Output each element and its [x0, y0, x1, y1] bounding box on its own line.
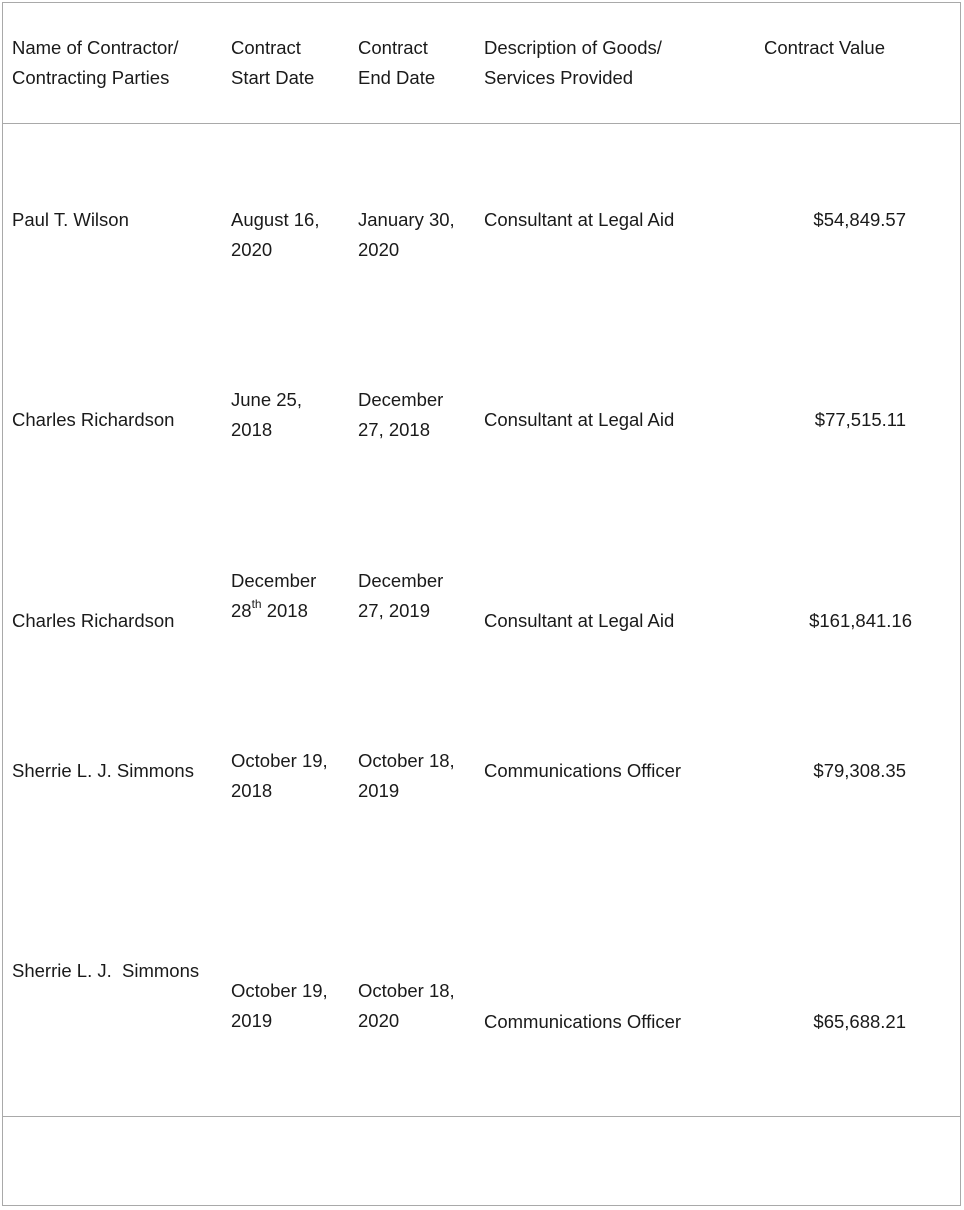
row3-end-date: [358, 566, 443, 626]
row5-contractor: Sherrie L. J. Simmons: [12, 960, 200, 981]
row3-contractor: Charles Richardson: [12, 610, 175, 631]
row2-start-line2: 2018: [231, 419, 273, 440]
row5-end-date: [358, 976, 455, 1036]
row1-start-date: [231, 205, 319, 265]
row3-value: $161,841.16: [809, 610, 912, 631]
row1-start-line2: 2020: [231, 239, 273, 260]
row3-start-year: 2018: [261, 600, 308, 621]
row1-end-line2: 2020: [358, 239, 400, 260]
header-start-date: [231, 33, 314, 93]
header-contractor-line1: Name of Contractor/: [12, 37, 179, 58]
row2-start-line1: June 25,: [231, 389, 302, 410]
row3-end-line1: December: [358, 570, 444, 591]
row5-description: Communications Officer: [484, 1011, 682, 1032]
row5-end-line1: October 18,: [358, 980, 455, 1001]
row2-end-date: [358, 385, 443, 445]
row3-start-ordinal: th: [251, 596, 262, 611]
row1-start-line1: August 16,: [231, 209, 320, 230]
row2-description: Consultant at Legal Aid: [484, 409, 675, 430]
header-contractor: [12, 33, 179, 93]
row4-value: $79,308.35: [813, 760, 906, 781]
row2-end-line1: December: [358, 389, 444, 410]
header-start-line2: Start Date: [231, 67, 315, 88]
row5-start-line1: October 19,: [231, 980, 328, 1001]
row4-start-line1: October 19,: [231, 750, 328, 771]
row1-description: Consultant at Legal Aid: [484, 209, 675, 230]
header-desc-line1: Description of Goods/: [484, 37, 662, 58]
row4-description: Communications Officer: [484, 760, 682, 781]
row2-end-line2: 27, 2018: [358, 419, 431, 440]
row4-start-line2: 2018: [231, 780, 273, 801]
row5-start-date: [231, 976, 328, 1036]
row3-start-line1: December: [231, 570, 317, 591]
row5-start-line2: 2019: [231, 1010, 273, 1031]
header-end-line1: Contract: [358, 37, 428, 58]
row1-value: $54,849.57: [813, 209, 906, 230]
row3-description: Consultant at Legal Aid: [484, 610, 675, 631]
row4-end-line1: October 18,: [358, 750, 455, 771]
row1-end-date: [358, 205, 455, 265]
row5-value: $65,688.21: [813, 1011, 906, 1032]
header-end-line2: End Date: [358, 67, 436, 88]
row2-value: $77,515.11: [814, 409, 906, 430]
header-contractor-line2: Contracting Parties: [12, 67, 170, 88]
row3-end-line2: 27, 2019: [358, 600, 431, 621]
row4-start-date: [231, 746, 328, 806]
footer-divider: [2, 1116, 961, 1117]
row2-start-date: [231, 385, 302, 445]
row5-end-line2: 2020: [358, 1010, 400, 1031]
row3-start-date: [231, 566, 316, 626]
row3-start-day: 28: [231, 600, 252, 621]
row1-contractor: Paul T. Wilson: [12, 209, 129, 230]
header-desc-line2: Services Provided: [484, 67, 634, 88]
row2-contractor: Charles Richardson: [12, 409, 175, 430]
row4-end-line2: 2019: [358, 780, 400, 801]
header-description: [484, 33, 662, 93]
row3-start-line2: [231, 596, 316, 626]
header-start-line1: Contract: [231, 37, 301, 58]
row4-contractor: Sherrie L. J. Simmons: [12, 760, 194, 781]
row1-end-line1: January 30,: [358, 209, 455, 230]
header-divider: [2, 123, 961, 124]
header-contract-value: Contract Value: [764, 37, 885, 58]
header-end-date: [358, 33, 435, 93]
row4-end-date: [358, 746, 455, 806]
